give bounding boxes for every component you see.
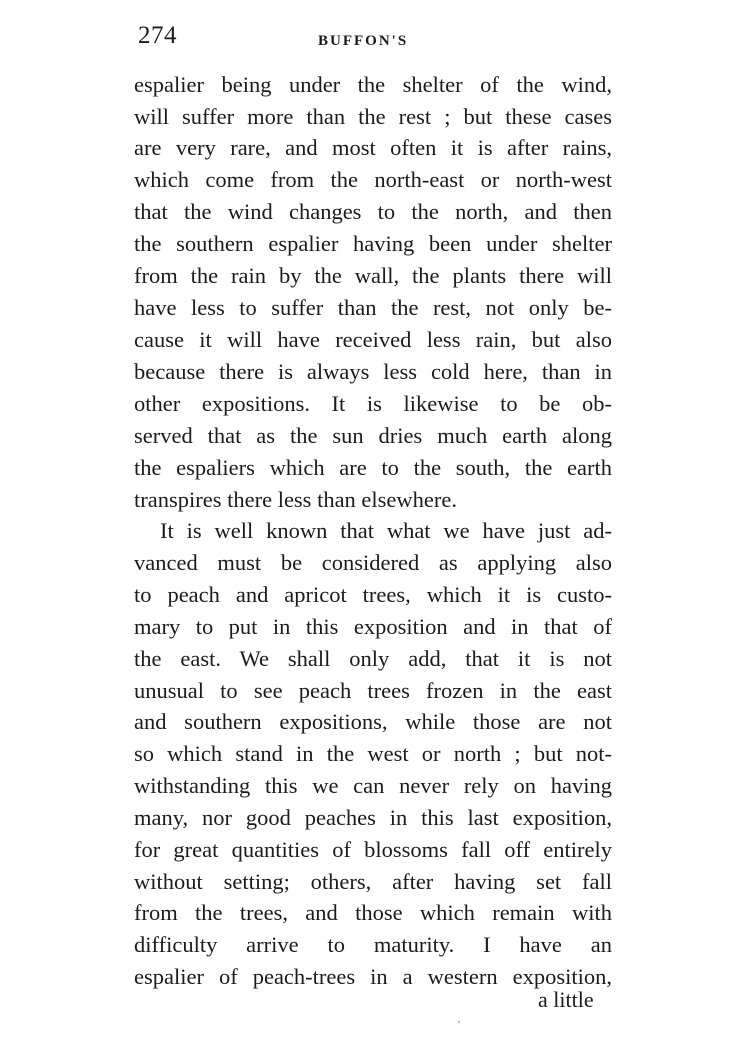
text-line: withstanding this we can never rely on having bbox=[134, 773, 612, 798]
text-line: because there is always less cold here, than in bbox=[134, 359, 612, 384]
running-head: BUFFON'S bbox=[318, 33, 409, 49]
text-line: the espaliers which are to the south, the earth bbox=[134, 455, 612, 480]
text-line: so which stand in the west or north ; but not- bbox=[134, 741, 612, 766]
text-line: which come from the north-east or north-west bbox=[134, 167, 612, 192]
ink-speck: ' bbox=[458, 1020, 460, 1031]
text-line: that the wind changes to the north, and then bbox=[134, 199, 612, 224]
text-line: are very rare, and most often it is after rains, bbox=[134, 135, 612, 160]
text-line: the east. We shall only add, that it is not bbox=[134, 646, 612, 671]
text-line: served that as the sun dries much earth along bbox=[134, 423, 612, 448]
text-line: have less to suffer than the rest, not only be- bbox=[134, 295, 612, 320]
text-line: transpires there less than elsewhere. bbox=[134, 487, 457, 512]
text-line: espalier being under the shelter of the wind, bbox=[134, 72, 612, 97]
text-line: without setting; others, after having set fall bbox=[134, 869, 612, 894]
text-line: many, nor good peaches in this last exposition, bbox=[134, 805, 612, 830]
text-line: mary to put in this exposition and in that of bbox=[134, 614, 612, 639]
text-line: It is well known that what we have just ad- bbox=[160, 518, 612, 543]
catchword: a little bbox=[538, 987, 594, 1012]
text-line: the southern espalier having been under shelter bbox=[134, 231, 612, 256]
text-line: from the rain by the wall, the plants there will bbox=[134, 263, 612, 288]
text-line: other expositions. It is likewise to be ob- bbox=[134, 391, 612, 416]
text-line: vanced must be considered as applying also bbox=[134, 550, 612, 575]
text-line: will suffer more than the rest ; but these cases bbox=[134, 104, 612, 129]
text-line: difficulty arrive to maturity. I have an bbox=[134, 932, 612, 957]
text-line: and southern expositions, while those are not bbox=[134, 709, 612, 734]
text-line: unusual to see peach trees frozen in the east bbox=[134, 678, 612, 703]
page-number: 274 bbox=[138, 22, 177, 49]
text-line: to peach and apricot trees, which it is custo- bbox=[134, 582, 612, 607]
text-line: from the trees, and those which remain with bbox=[134, 900, 612, 925]
text-line: cause it will have received less rain, but also bbox=[134, 327, 612, 352]
text-line: for great quantities of blossoms fall off entirely bbox=[134, 837, 612, 862]
text-line: espalier of peach-trees in a western exposition, bbox=[134, 964, 612, 989]
